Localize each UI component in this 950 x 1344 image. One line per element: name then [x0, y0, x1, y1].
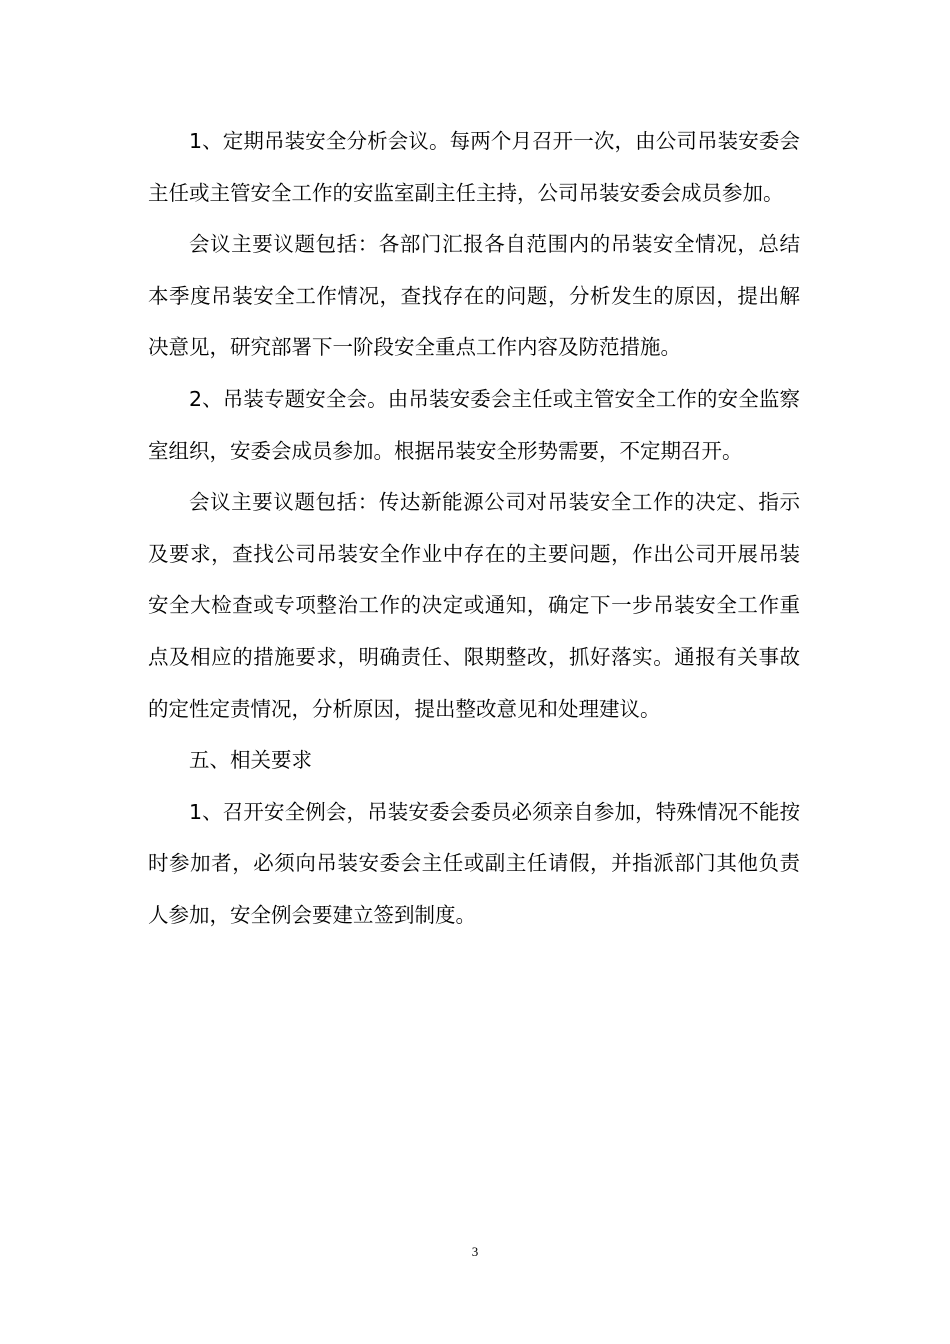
paragraph-attendance-requirement: 1、召开安全例会，吊装安委会委员必须亲自参加，特殊情况不能按时参加者，必须向吊装安委会主任或副主任请假，并指派部门其他负责人参加，安全例会要建立签到制度。 — [148, 799, 800, 927]
page-number: 3 — [471, 1244, 479, 1259]
paragraph-meeting-analysis: 1、定期吊装安全分析会议。每两个月召开一次，由公司吊装安委会主任或主管安全工作的安监室副主任主持，公司吊装安委会成员参加。 — [148, 129, 800, 205]
paragraph-special-meeting: 2、吊装专题安全会。由吊装安委会主任或主管安全工作的安全监察室组织，安委会成员参加。根据吊装安全形势需要，不定期召开。 — [148, 386, 800, 463]
section-heading-requirements: 五、相关要求 — [189, 748, 312, 773]
paragraph-analysis-topics: 会议主要议题包括：各部门汇报各自范围内的吊装安全情况，总结本季度吊装安全工作情况，查找存在的问题，分析发生的原因，提出解决意见，研究部署下一阶段安全重点工作内容及防范措施。 — [148, 232, 800, 360]
paragraph-special-topics: 会议主要议题包括：传达新能源公司对吊装安全工作的决定、指示及要求，查找公司吊装安全作业中存在的主要问题，作出公司开展吊装安全大检查或专项整治工作的决定或通知，确定下一步吊装安全工作重点及相应的措施要求，明确责任、限期整改，抓好落实。通报有关事故的定性定责情况，分析原因，提出整改意见和处理建议。 — [148, 490, 800, 721]
body-text — [148, 116, 800, 942]
